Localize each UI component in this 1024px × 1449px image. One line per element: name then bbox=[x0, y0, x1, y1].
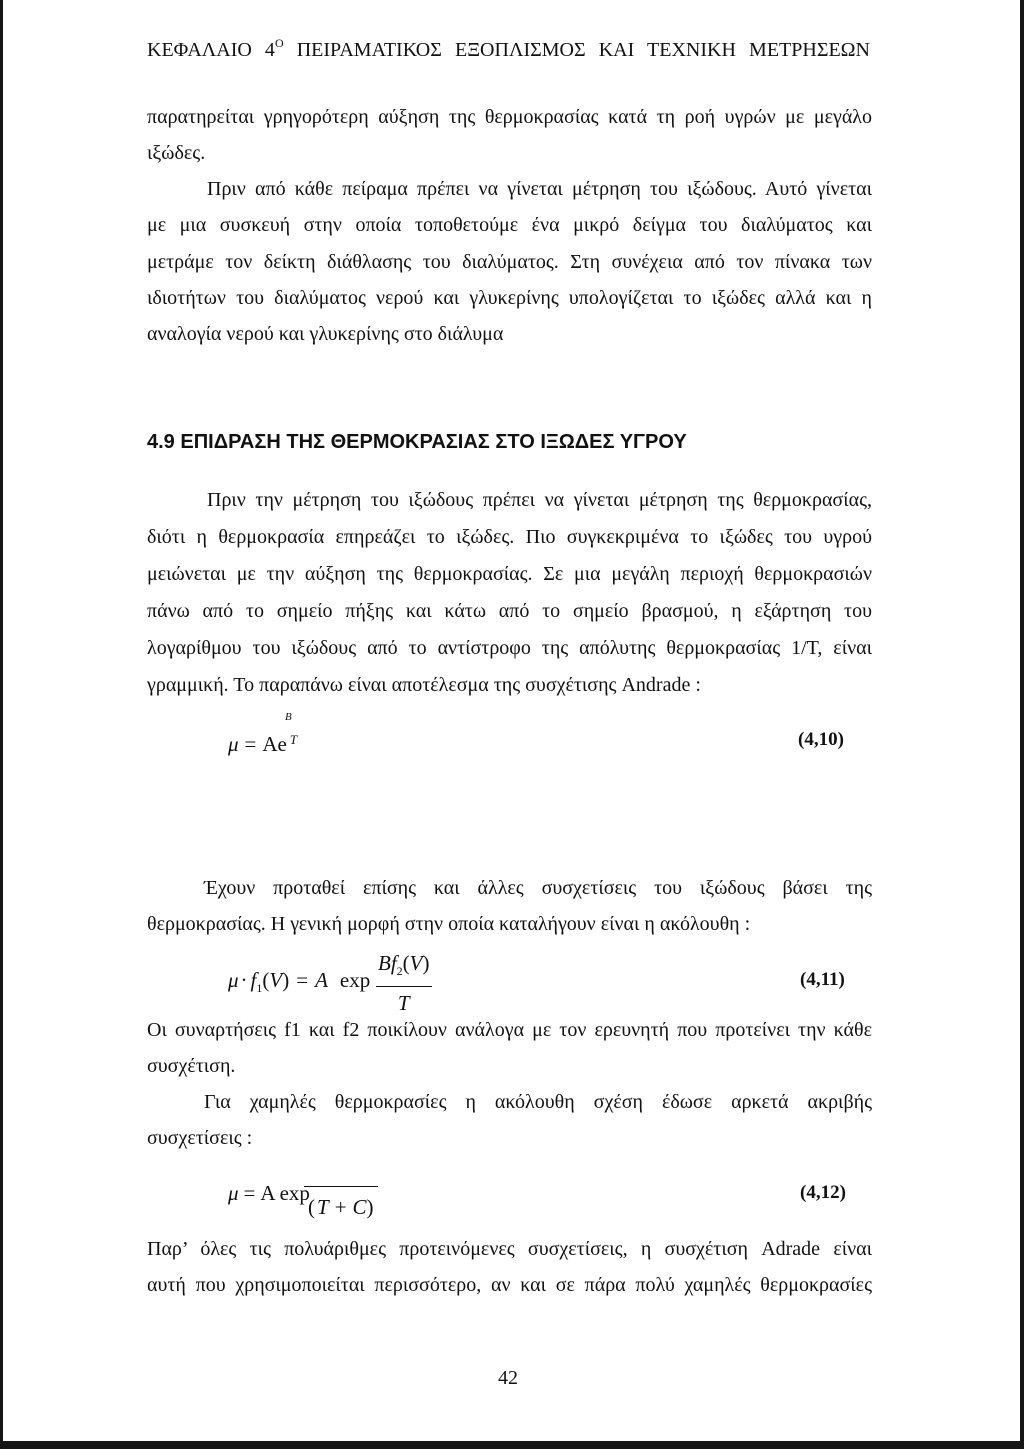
equation-number: (4,12) bbox=[800, 1182, 846, 1203]
eq-variable-t: T bbox=[397, 991, 410, 1015]
header-title: ΠΕΙΡΑΜΑΤΙΚΟΣ ΕΞΟΠΛΙΣΜΟΣ ΚΑΙ ΤΕΧΝΙΚΗ ΜΕΤΡΗΣΕΩΝ bbox=[296, 39, 870, 61]
paragraph-line: Για χαμηλές θερμοκρασίες η ακόλουθη σχέση έδωσε αρκετά ακριβής bbox=[204, 1091, 872, 1113]
eq-equals-sign: = bbox=[243, 1181, 256, 1205]
eq-paren-close: ) bbox=[422, 951, 430, 975]
eq-paren-open: ( bbox=[402, 951, 410, 975]
eq-paren-open: ( bbox=[308, 1195, 315, 1219]
paragraph-line: με μια συσκευή στην οποία τοποθετούμε ένα μικρό δείγμα του διαλύματος και bbox=[147, 214, 872, 237]
paragraph-line: γραμμική. Το παραπάνω είναι αποτέλεσμα της συσχέτισης Andrade : bbox=[147, 674, 701, 696]
paragraph bbox=[147, 99, 872, 172]
paragraph-line: θερμοκρασίας. Η γενική μορφή στην οποία καταλήγουν είναι η ακόλουθη : bbox=[147, 913, 751, 936]
eq-paren-close: ) bbox=[366, 1195, 374, 1219]
equation-number: (4,10) bbox=[798, 729, 844, 750]
eq-paren-close: ) bbox=[282, 968, 290, 992]
paragraph-line: συσχέτιση. bbox=[147, 1055, 236, 1078]
paragraph-line: Πριν την μέτρηση του ιξώδους πρέπει να γίνεται μέτρηση της θερμοκρασίας, bbox=[207, 489, 872, 511]
eq-exp-function: exp bbox=[279, 1181, 310, 1205]
eq-constant-a: A bbox=[260, 1181, 276, 1205]
section-heading: 4.9 ΕΠΙΔΡΑΣΗ ΤΗΣ ΘΕΡΜΟΚΡΑΣΙΑΣ ΣΤΟ ΙΞΩΔΕΣ ΥΓΡΟΥ bbox=[147, 431, 687, 453]
paragraph-line: ιδιοτήτων του διαλύματος νερού και γλυκερίνης υπολογίζεται το ιξώδες αλλά και η bbox=[147, 286, 872, 309]
paragraph-line: διότι η θερμοκρασία επηρεάζει το ιξώδες. Πιο συγκεκριμένα το ιξώδες του υγρού bbox=[147, 526, 872, 548]
header-chapter-superscript: Ο bbox=[274, 36, 284, 50]
equation-expression bbox=[228, 968, 370, 1000]
eq-exponent-denominator: T bbox=[289, 732, 298, 747]
paragraph-line: συσχετίσεις : bbox=[147, 1127, 253, 1150]
header-chapter: ΚΕΦΑΛΑΙΟ 4 bbox=[147, 39, 275, 61]
eq-dot-operator: · bbox=[240, 968, 248, 992]
paragraph-line: πάνω από το σημείο πήξης και κάτω από το σημείο βρασμού, η εξάρτηση του bbox=[147, 600, 872, 622]
eq-fraction-numerator bbox=[304, 1177, 378, 1187]
eq-mu-symbol: μ bbox=[228, 732, 239, 756]
paragraph bbox=[147, 870, 872, 943]
eq-exp-function: exp bbox=[339, 968, 371, 992]
eq-equals-sign: = bbox=[296, 968, 309, 992]
eq-fraction-numerator bbox=[376, 951, 432, 987]
paragraph-line: μειώνεται με την αύξηση της θερμοκρασίας. Σε μια μεγάλη περιοχή θερμοκρασιών bbox=[147, 563, 872, 585]
paragraph-line: αναλογία νερού και γλυκερίνης στο διάλυμα bbox=[147, 323, 504, 346]
eq-variable-t: T bbox=[317, 1195, 329, 1219]
paragraph bbox=[147, 171, 872, 352]
eq-fraction-denominator bbox=[376, 987, 432, 1015]
eq-mu-symbol: μ bbox=[228, 1181, 239, 1205]
paragraph bbox=[147, 1084, 872, 1157]
equation-expression bbox=[228, 1181, 310, 1205]
running-header bbox=[147, 35, 870, 65]
equation-expression bbox=[228, 728, 297, 756]
eq-constant-c: C bbox=[352, 1195, 367, 1219]
eq-variable-v: V bbox=[269, 968, 283, 992]
eq-exponent-numerator: B bbox=[285, 711, 292, 723]
eq-fraction-denominator bbox=[304, 1187, 378, 1219]
paragraph bbox=[147, 1012, 872, 1085]
equation-number: (4,11) bbox=[800, 969, 845, 990]
paragraph bbox=[147, 482, 872, 704]
eq-equals-sign: = bbox=[244, 732, 257, 756]
paragraph-line: Πριν από κάθε πείραμα πρέπει να γίνεται μέτρηση του ιξώδους. Αυτό γίνεται bbox=[207, 178, 872, 200]
page-number: 42 bbox=[498, 1367, 518, 1389]
paragraph bbox=[147, 1231, 872, 1304]
eq-fraction bbox=[304, 1177, 378, 1219]
eq-plus-sign: + bbox=[334, 1195, 347, 1219]
eq-subscript: 1 bbox=[256, 981, 263, 995]
eq-base: Ae bbox=[262, 732, 287, 756]
eq-paren-open: ( bbox=[262, 968, 270, 992]
eq-subscript: 2 bbox=[396, 964, 403, 978]
eq-mu-symbol: μ bbox=[228, 968, 239, 992]
paragraph-line: Έχουν προταθεί επίσης και άλλες συσχετίσεις του ιξώδους βάσει της bbox=[204, 877, 872, 899]
paragraph-line: μετράμε τον δείκτη διάθλασης του διαλύματος. Στη συνέχεια από τον πίνακα των bbox=[147, 250, 872, 273]
eq-function-f: f bbox=[250, 968, 257, 992]
eq-variable-v: V bbox=[409, 951, 423, 975]
paragraph-line: ιξώδες. bbox=[147, 142, 206, 165]
eq-function-f: f bbox=[390, 951, 397, 975]
paragraph-line: Παρ’ όλες τις πολυάριθμες προτεινόμενες συσχετίσεις, η συσχέτιση Adrade είναι bbox=[147, 1238, 872, 1260]
eq-constant-b: B bbox=[378, 951, 391, 975]
paragraph-line: παρατηρείται γρηγορότερη αύξηση της θερμοκρασίας κατά τη ροή υγρών με μεγάλο bbox=[147, 106, 872, 128]
paragraph-line: λογαρίθμου του ιξώδους από το αντίστροφο της απόλυτης θερμοκρασίας 1/T, είναι bbox=[147, 637, 872, 659]
eq-fraction bbox=[376, 951, 432, 1015]
paragraph-line: Οι συναρτήσεις f1 και f2 ποικίλουν ανάλογα με τον ερευνητή που προτείνει την κάθε bbox=[147, 1019, 872, 1041]
paragraph-line: αυτή που χρησιμοποιείται περισσότερο, αν και σε πάρα πολύ χαμηλές θερμοκρασίες bbox=[147, 1274, 872, 1297]
eq-constant-a: A bbox=[315, 968, 328, 992]
